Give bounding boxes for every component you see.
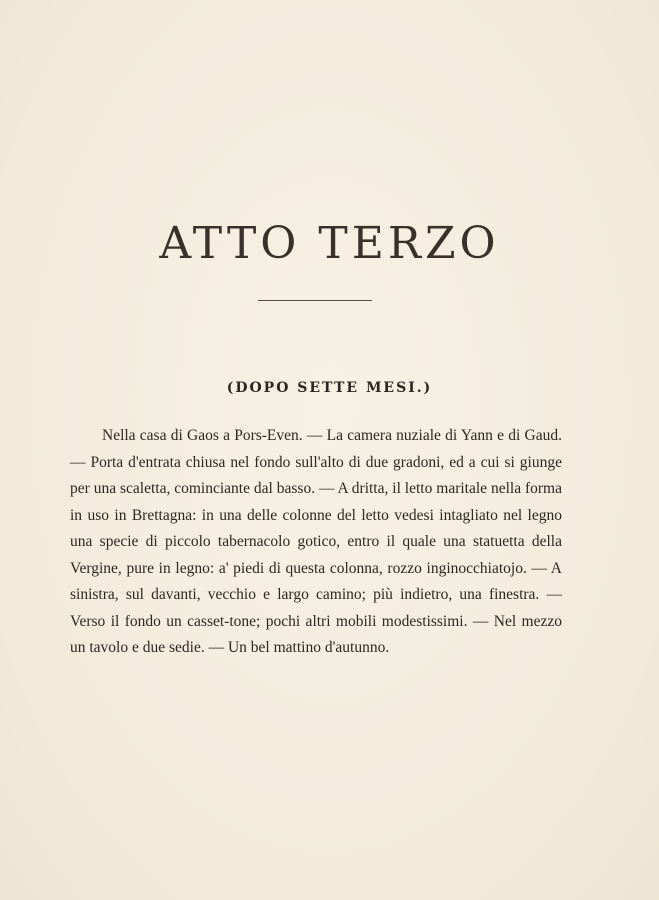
title-divider-rule: [258, 300, 372, 301]
act-subtitle: (DOPO SETTE MESI.): [226, 380, 433, 396]
scene-description: Nella casa di Gaos a Pors-Even. — La camera nuziale di Yann e di Gaud. — Porta d'entrata chiusa nel fondo sull'alto di due gradoni, ed a cui si giunge per una scaletta, cominciante dal basso. — A dritta, il letto maritale nella forma in uso in Brettagna: in una delle colonne del letto vedesi intagliato nel legno una specie di piccolo tabernacolo gotico, entro il quale una statuetta della Vergine, pure in legno: a' piedi di questa colonna, rozzo inginocchiatojo. — A sinistra, sul davanti, vecchio e largo camino; più indietro, una finestra. — Verso il fondo un casset-tone; pochi altri mobili modestissimi. — Nel mezzo un tavolo e due sedie. — Un bel mattino d'autunno.: [70, 427, 562, 656]
act-title: ATTO TERZO: [159, 218, 500, 269]
